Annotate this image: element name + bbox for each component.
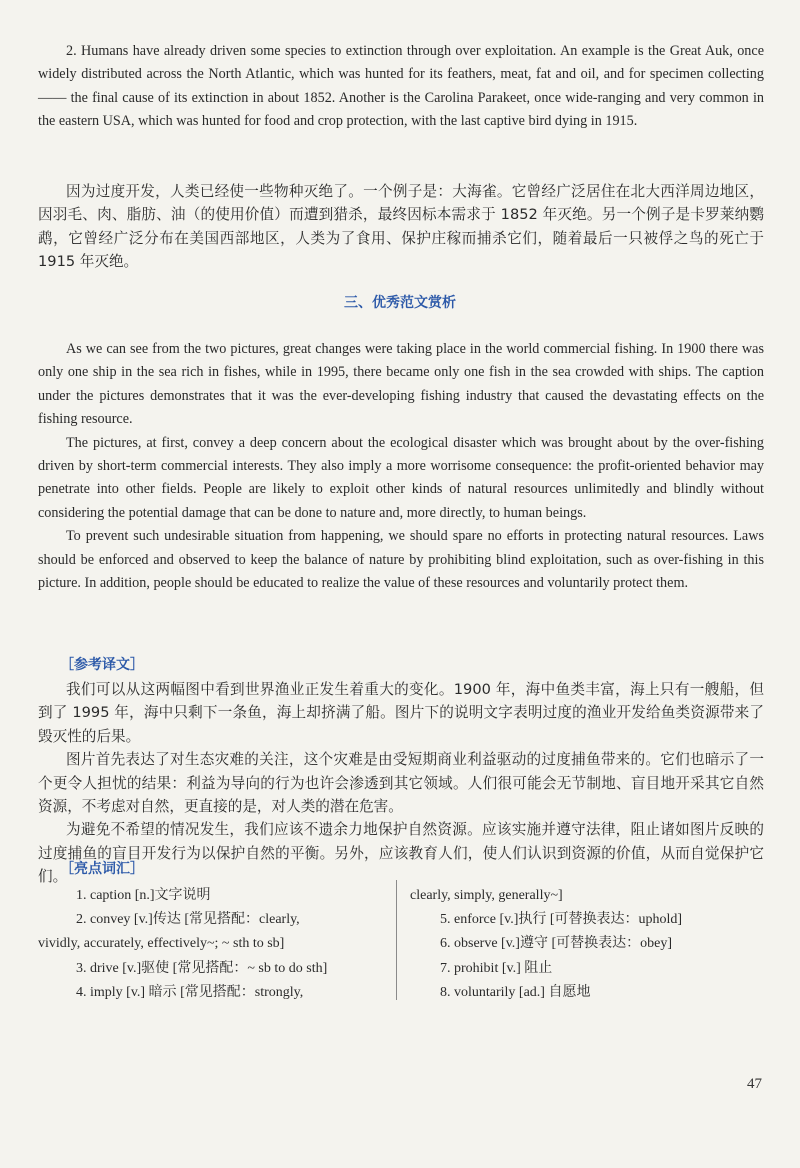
section-heading: 三、优秀范文赏析 (344, 295, 456, 311)
translation-label: ［参考译文］ (60, 657, 144, 673)
model-essay (38, 338, 764, 595)
example-english-paragraph: 2. Humans have already driven some species to extinction through over exploitation. An example is the Great Auk, once widely distributed across the North Atlantic, which was hunted for its feathers, meat, fat and oil, and for specimen collecting—— the final cause of its extinction in about 1852. Another is the Carolina Parakeet, once wide-ranging and very common in the eastern USA, which was hunted for food and crop protection, with the last captive bird dying in 1915. (38, 43, 764, 130)
column-divider (396, 880, 397, 1000)
page-number: 47 (747, 1076, 762, 1092)
example-chinese (38, 180, 764, 274)
reference-translation (38, 678, 764, 889)
vocab-item: 2. convey [v.]传达 [常见搭配：clearly, (76, 912, 300, 928)
vocab-item: 3. drive [v.]驱使 [常见搭配：~ sb to do sth] (76, 960, 328, 976)
vocab-label: ［亮点词汇］ (60, 861, 144, 877)
example-chinese-paragraph: 因为过度开发，人类已经使一些物种灭绝了。一个例子是：大海雀。它曾经广泛居住在北大西洋周边地区，因羽毛、肉、脂肪、油（的使用价值）而遭到猎杀，最终因标本需求于 1852 年灭绝。另一个例子是卡罗莱纳鹦鹉，它曾经广泛分布在美国西部地区，人类为了食用、保护庄稼而捕杀它们，随着最后一只被俘之鸟的死亡于 1915 年灭绝。 (38, 183, 764, 271)
vocab-item-continued: vividly, accurately, effectively~; ~ sth to sb] (38, 936, 285, 952)
translation-paragraph-3: 为避免不希望的情况发生，我们应该不遗余力地保护自然资源。应该实施并遵守法律，阻止诸如图片反映的过度捕鱼的盲目开发行为以保护自然的平衡。另外，应该教育人们，使人们认识到资源的价值，从而自觉保护它们。 (38, 821, 764, 886)
vocab-item: 6. observe [v.]遵守 [可替换表达：obey] (440, 936, 672, 952)
vocab-right-column (410, 884, 762, 1005)
vocab-item: 4. imply [v.] 暗示 [常见搭配：strongly, (76, 984, 304, 1000)
vocab-left-column (38, 884, 390, 1005)
essay-paragraph-2: The pictures, at first, convey a deep concern about the ecological disaster which was brought about by the over-fishing driven by short-term commercial interests. They also imply a more worrisome consequence: the profit-oriented behavior may penetrate into other fields. People are likely to exploit other kinds of natural resources unlimitedly and blindly without considering the potential damage that can be done to nature and, more directly, to human beings. (38, 434, 764, 521)
vocab-item: 8. voluntarily [ad.] 自愿地 (440, 984, 591, 1000)
example-english (38, 40, 764, 134)
essay-paragraph-3: To prevent such undesirable situation from happening, we should spare no efforts in protecting natural resources. Laws should be enforced and observed to keep the balance of nature by prohibiting blind exploitation, such as over-fishing in this picture. In addition, people should be educated to realize the value of these resources and voluntarily protect them. (38, 528, 764, 592)
vocab-item: 7. prohibit [v.] 阻止 (440, 960, 553, 976)
vocab-item: 5. enforce [v.]执行 [可替换表达：uphold] (440, 912, 683, 928)
vocab-item-continued: clearly, simply, generally~] (410, 888, 563, 903)
translation-paragraph-2: 图片首先表达了对生态灾难的关注，这个灾难是由受短期商业利益驱动的过度捕鱼带来的。它们也暗示了一个更令人担忧的结果：利益为导向的行为也许会渗透到其它领域。人们很可能会无节制地、盲目地开采其它自然资源，不考虑对自然，更直接的是，对人类的潜在危害。 (38, 751, 764, 816)
translation-paragraph-1: 我们可以从这两幅图中看到世界渔业正发生着重大的变化。1900 年，海中鱼类丰富，海上只有一艘船，但到了 1995 年，海中只剩下一条鱼，海上却挤满了船。图片下的说明文字表明过度的渔业开发给鱼类资源带来了毁灭性的后果。 (38, 681, 764, 745)
vocab-item: 1. caption [n.]文字说明 (76, 888, 211, 903)
essay-paragraph-1: As we can see from the two pictures, great changes were taking place in the world commercial fishing. In 1900 there was only one ship in the sea rich in fishes, while in 1995, there became only one fish in the sea crowded with ships. The caption under the pictures demonstrates that it was the ever-developing fishing industry that caused the devastating effects on the fishing resource. (38, 341, 764, 428)
